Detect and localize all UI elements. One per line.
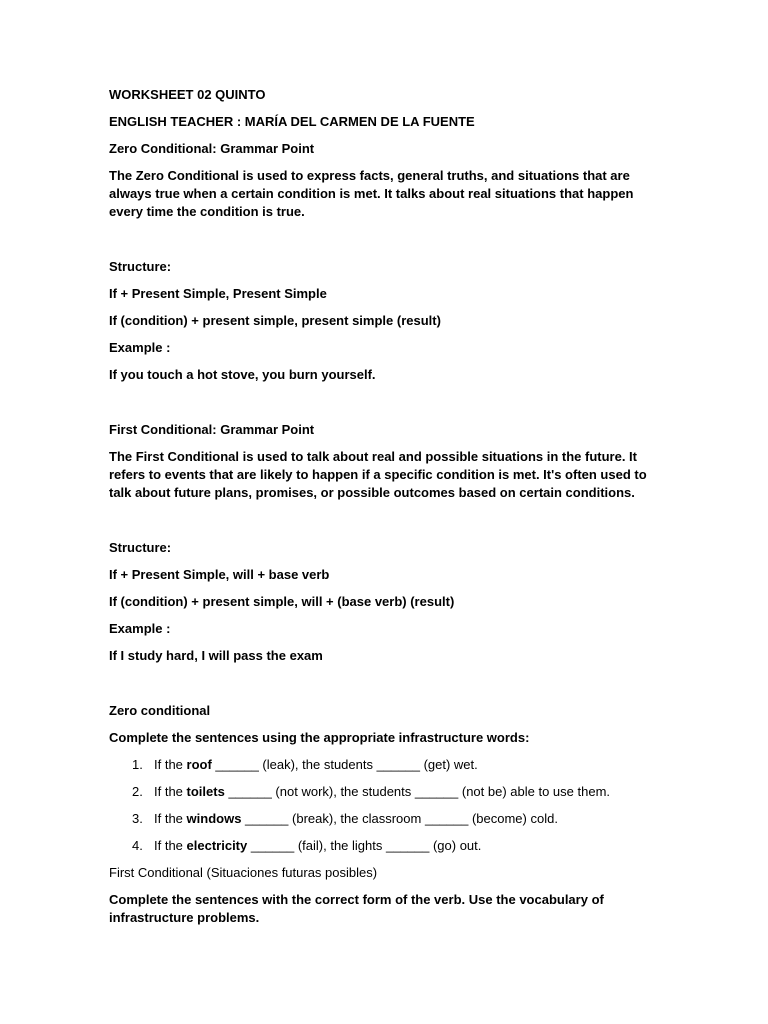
sentence-rest: ______ (not work), the students ______ (not be) able to use them. [224,784,611,799]
zero-exercise-heading: Zero conditional [109,703,211,718]
keyword: electricity [186,838,248,853]
zero-conditional-description: The Zero Conditional is used to express facts, general truths, and situations that are always true when a certain condition is met. It talks about real situations that happen every time the condition is true. [109,168,634,219]
item-number: 1. [132,757,143,772]
list-item [109,783,654,801]
item-sentence [154,810,654,828]
worksheet-content [109,86,654,927]
item-sentence [154,756,654,774]
first-exercise-heading: First Conditional (Situaciones futuras posibles) [109,865,378,880]
teacher-name: ENGLISH TEACHER : MARÍA DEL CARMEN DE LA FUENTE [109,114,475,129]
first-structure-detail: If (condition) + present simple, will + (base verb) (result) [109,594,455,609]
sentence-rest: ______ (fail), the lights ______ (go) out. [247,838,482,853]
item-number: 3. [132,811,143,826]
zero-conditional-heading: Zero Conditional: Grammar Point [109,141,315,156]
item-sentence [154,783,654,801]
sentence-rest: ______ (break), the classroom ______ (become) cold. [241,811,558,826]
sentence-start: If the [154,784,187,799]
item-number: 2. [132,784,143,799]
keyword: windows [186,811,242,826]
first-exercise-instruction: Complete the sentences with the correct form of the verb. Use the vocabulary of infrastructure problems. [109,892,604,925]
first-example-sentence: If I study hard, I will pass the exam [109,648,323,663]
keyword: roof [186,757,212,772]
first-example-label: Example : [109,621,171,636]
zero-exercise-instruction: Complete the sentences using the appropriate infrastructure words: [109,730,530,745]
zero-structure-formula: If + Present Simple, Present Simple [109,286,327,301]
worksheet-title: WORKSHEET 02 QUINTO [109,87,266,102]
keyword: toilets [186,784,225,799]
first-structure-label: Structure: [109,540,172,555]
first-conditional-description: The First Conditional is used to talk about real and possible situations in the future. It refers to events that are likely to happen if a specific condition is met. It's often used to talk about future plans, promises, or possible outcomes based on certain conditions. [109,449,647,500]
first-structure-formula: If + Present Simple, will + base verb [109,567,330,582]
item-number: 4. [132,838,143,853]
zero-structure-label: Structure: [109,259,172,274]
sentence-start: If the [154,811,187,826]
zero-example-label: Example : [109,340,171,355]
list-item [109,837,654,855]
sentence-start: If the [154,757,187,772]
item-sentence [154,837,654,855]
sentence-rest: ______ (leak), the students ______ (get) wet. [211,757,478,772]
zero-example-sentence: If you touch a hot stove, you burn yourself. [109,367,376,382]
list-item [109,810,654,828]
list-item [109,756,654,774]
first-conditional-heading: First Conditional: Grammar Point [109,422,315,437]
sentence-start: If the [154,838,187,853]
zero-structure-detail: If (condition) + present simple, present simple (result) [109,313,441,328]
zero-exercise-list [109,756,654,855]
